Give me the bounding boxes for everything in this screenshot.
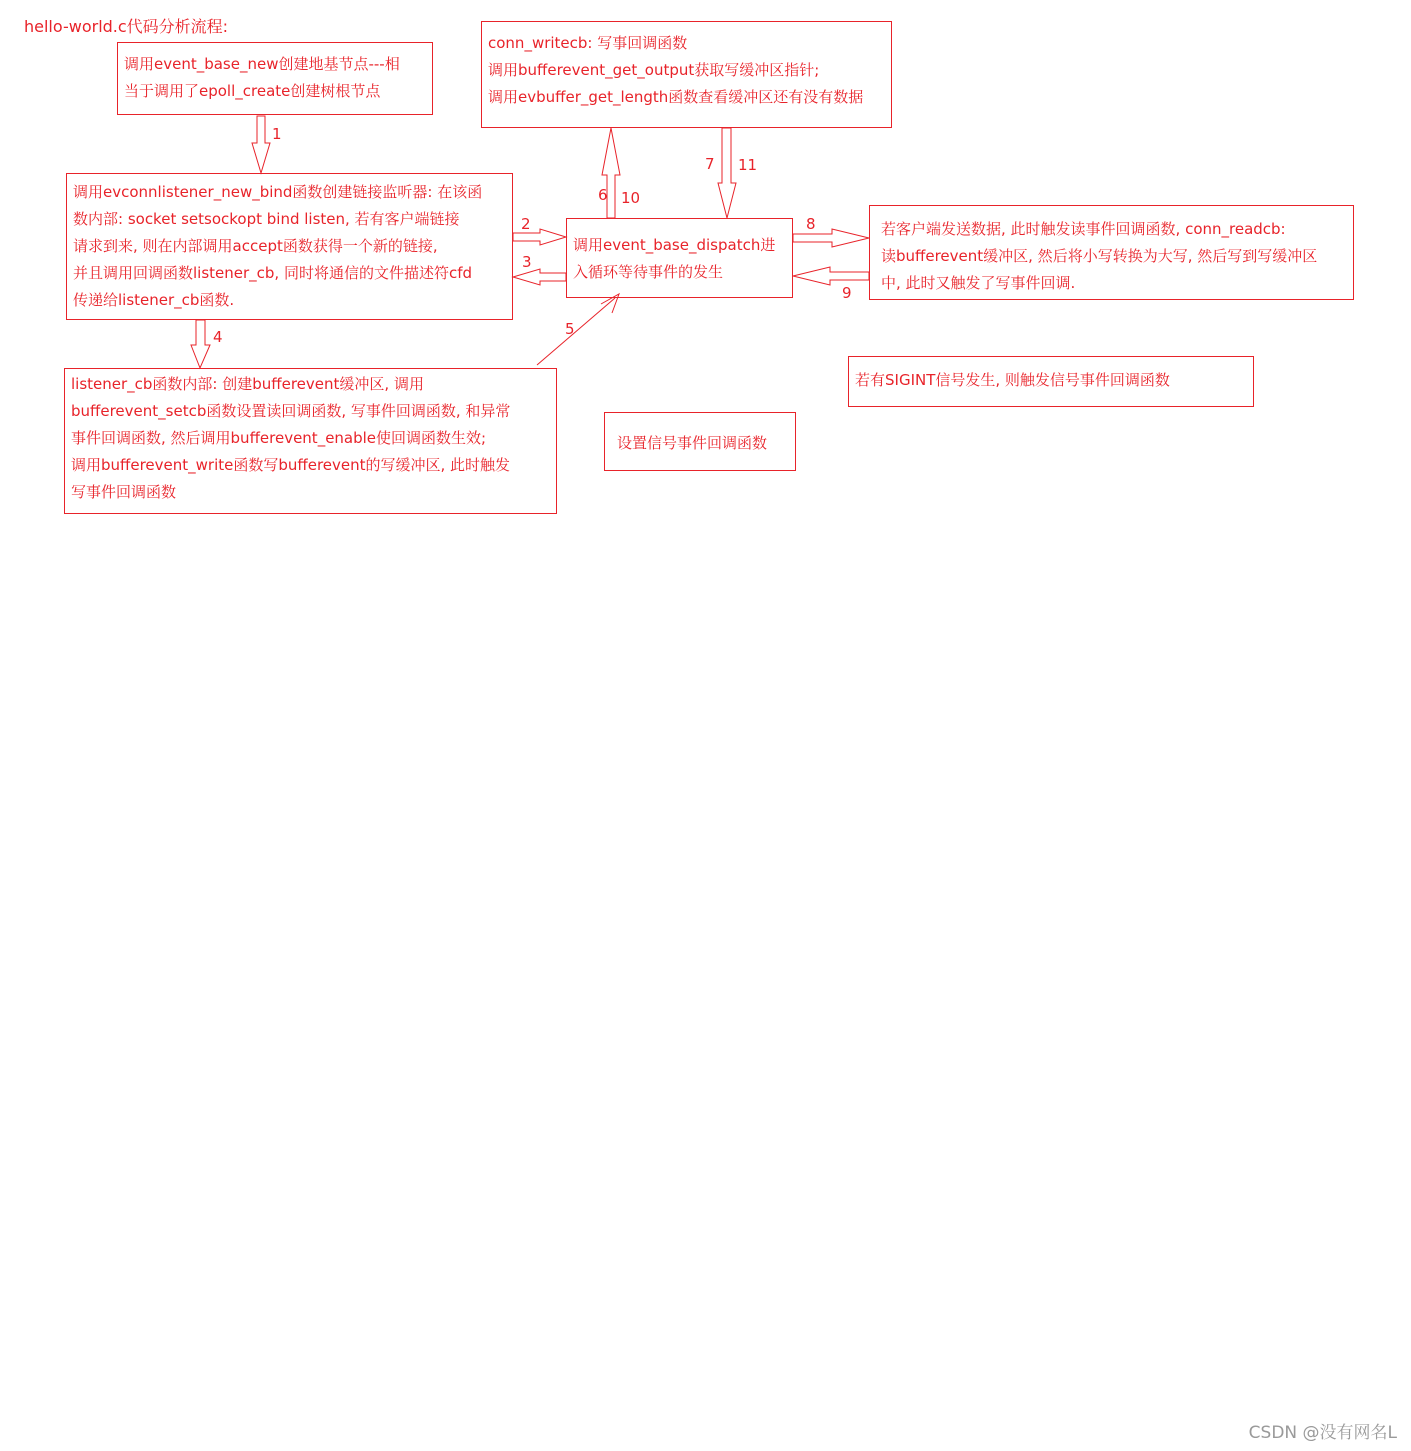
box-line: 调用evconnlistener_new_bind函数创建链接监听器: 在该函 (73, 183, 483, 201)
box-line: 写事件回调函数 (71, 483, 177, 501)
box-line: 入循环等待事件的发生 (573, 263, 724, 281)
arrow-label-3: 3 (522, 253, 532, 271)
box-line: 调用event_base_dispatch进 (573, 236, 776, 254)
box-line: bufferevent_setcb函数设置读回调函数, 写事件回调函数, 和异常 (71, 402, 511, 420)
box-line: 请求到来, 则在内部调用accept函数获得一个新的链接, (73, 237, 438, 255)
box-line: conn_writecb: 写事回调函数 (488, 34, 688, 52)
arrow-5-head (601, 294, 619, 313)
box-line: 设置信号事件回调函数 (617, 434, 768, 452)
arrow-7-11 (718, 128, 736, 218)
box-line: 并且调用回调函数listener_cb, 同时将通信的文件描述符cfd (73, 264, 473, 282)
arrow-8 (793, 229, 869, 247)
arrow-label-10: 10 (621, 189, 641, 207)
arrow-label-6: 6 (598, 186, 608, 204)
box-line: 传递给listener_cb函数. (73, 291, 235, 309)
watermark: CSDN @没有网名L (1248, 1423, 1397, 1443)
arrow-label-4: 4 (213, 328, 223, 346)
arrow-5-line (537, 298, 615, 365)
page-title: hello-world.c代码分析流程: (24, 17, 229, 36)
box-line: 调用evbuffer_get_length函数查看缓冲区还有没有数据 (488, 88, 864, 106)
arrow-9 (793, 267, 869, 285)
box-line: 读bufferevent缓冲区, 然后将小写转换为大写, 然后写到写缓冲区 (881, 247, 1318, 265)
box-line: 调用event_base_new创建地基节点---相 (124, 55, 400, 73)
box-line: listener_cb函数内部: 创建bufferevent缓冲区, 调用 (71, 375, 424, 393)
arrow-4 (191, 320, 210, 368)
box-line: 调用bufferevent_write函数写bufferevent的写缓冲区, 此时触发 (71, 456, 511, 474)
arrow-1 (252, 116, 270, 173)
box-line: 调用bufferevent_get_output获取写缓冲区指针; (488, 61, 820, 79)
arrow-label-5: 5 (565, 320, 575, 338)
arrow-label-8: 8 (806, 215, 816, 233)
arrow-label-9: 9 (842, 284, 852, 302)
box-line: 若有SIGINT信号发生, 则触发信号事件回调函数 (855, 371, 1170, 389)
box-line: 中, 此时又触发了写事件回调. (881, 274, 1076, 292)
arrow-label-7: 7 (705, 155, 715, 173)
box-line: 事件回调函数, 然后调用bufferevent_enable使回调函数生效; (71, 429, 487, 447)
arrow-label-2: 2 (521, 215, 531, 233)
arrow-6-10 (602, 128, 620, 218)
arrow-3 (513, 269, 566, 285)
arrow-label-11: 11 (738, 156, 758, 174)
box-line: 若客户端发送数据, 此时触发读事件回调函数, conn_readcb: (881, 220, 1286, 238)
box-line: 数内部: socket setsockopt bind listen, 若有客户端链接 (73, 210, 460, 228)
box-line: 当于调用了epoll_create创建树根节点 (124, 82, 381, 100)
arrow-label-1: 1 (272, 125, 282, 143)
